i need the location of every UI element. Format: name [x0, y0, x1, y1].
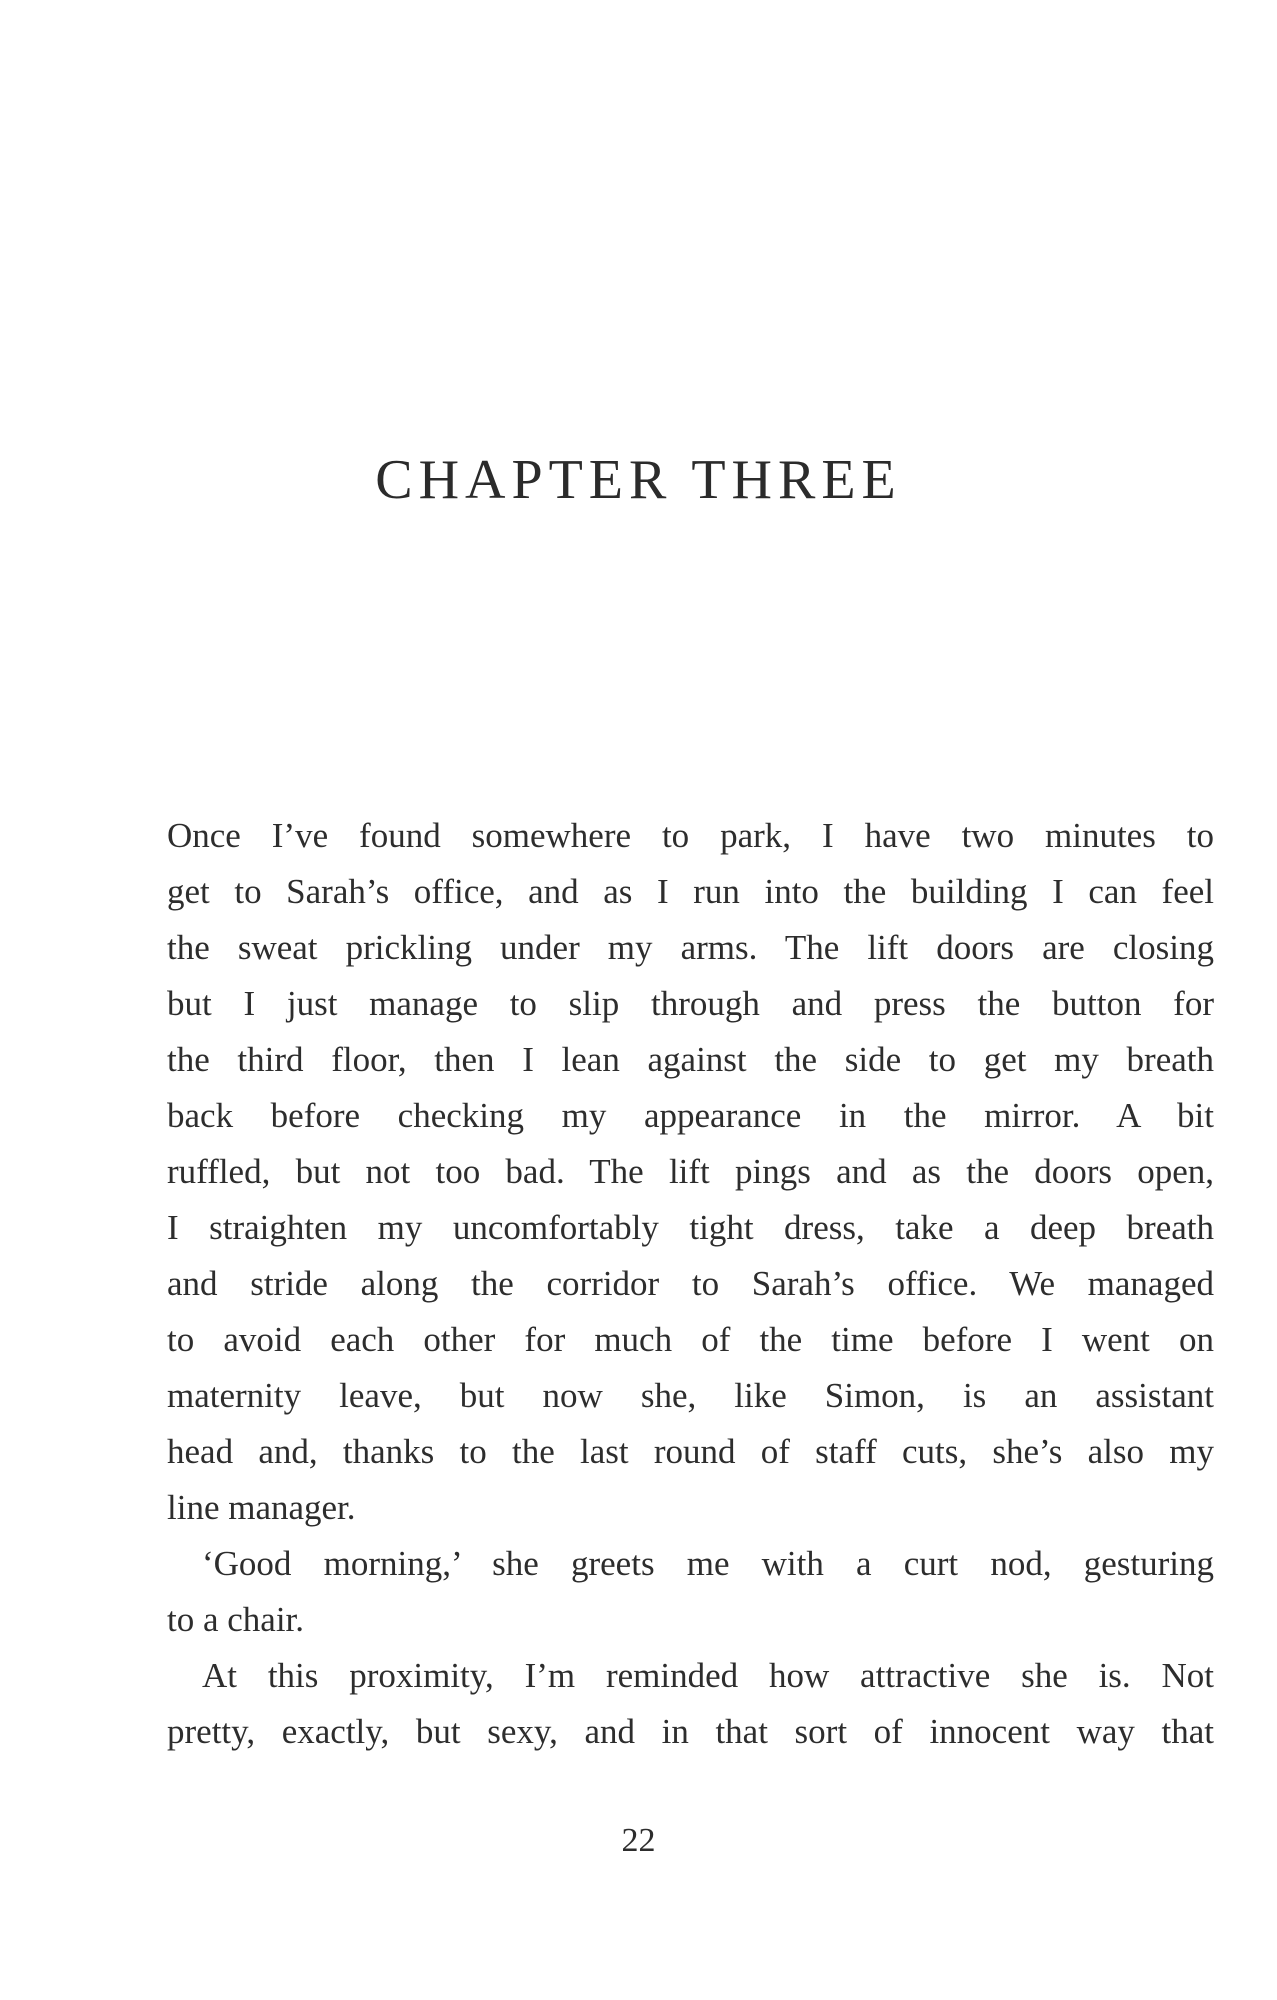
page-number: 22 — [621, 1822, 656, 1859]
text-line: ‘Good morning,’ she greets me with a curt nod, gesturing — [202, 1544, 1214, 1583]
paragraph-3 — [167, 1648, 1214, 1760]
text-line: Once I’ve found somewhere to park, I have two minutes to — [167, 816, 1214, 855]
paragraph-1 — [167, 808, 1214, 1536]
text-line: At this proximity, I’m reminded how attractive she is. Not — [202, 1656, 1214, 1695]
text-line: pretty, exactly, but sexy, and in that sort of innocent way that — [167, 1712, 1214, 1751]
text-line: the sweat prickling under my arms. The lift doors are closing — [167, 928, 1214, 967]
text-line: back before checking my appearance in the mirror. A bit — [167, 1096, 1214, 1135]
text-line: and stride along the corridor to Sarah’s office. We managed — [167, 1264, 1214, 1303]
text-line: get to Sarah’s office, and as I run into the building I can feel — [167, 872, 1214, 911]
text-line: to avoid each other for much of the time before I went on — [167, 1320, 1214, 1359]
text-line: to a chair. — [167, 1600, 305, 1639]
text-line: maternity leave, but now she, like Simon, is an assistant — [167, 1376, 1214, 1415]
text-line: I straighten my uncomfortably tight dress, take a deep breath — [167, 1208, 1214, 1247]
text-line: but I just manage to slip through and press the button for — [167, 984, 1214, 1023]
paragraph-2 — [167, 1536, 1214, 1648]
text-line: the third floor, then I lean against the side to get my breath — [167, 1040, 1214, 1079]
chapter-title: CHAPTER THREE — [375, 449, 902, 511]
body-text — [167, 808, 1214, 1760]
text-line: head and, thanks to the last round of staff cuts, she’s also my — [167, 1432, 1214, 1471]
text-line: ruffled, but not too bad. The lift pings and as the doors open, — [167, 1152, 1214, 1191]
text-line: line manager. — [167, 1488, 356, 1527]
